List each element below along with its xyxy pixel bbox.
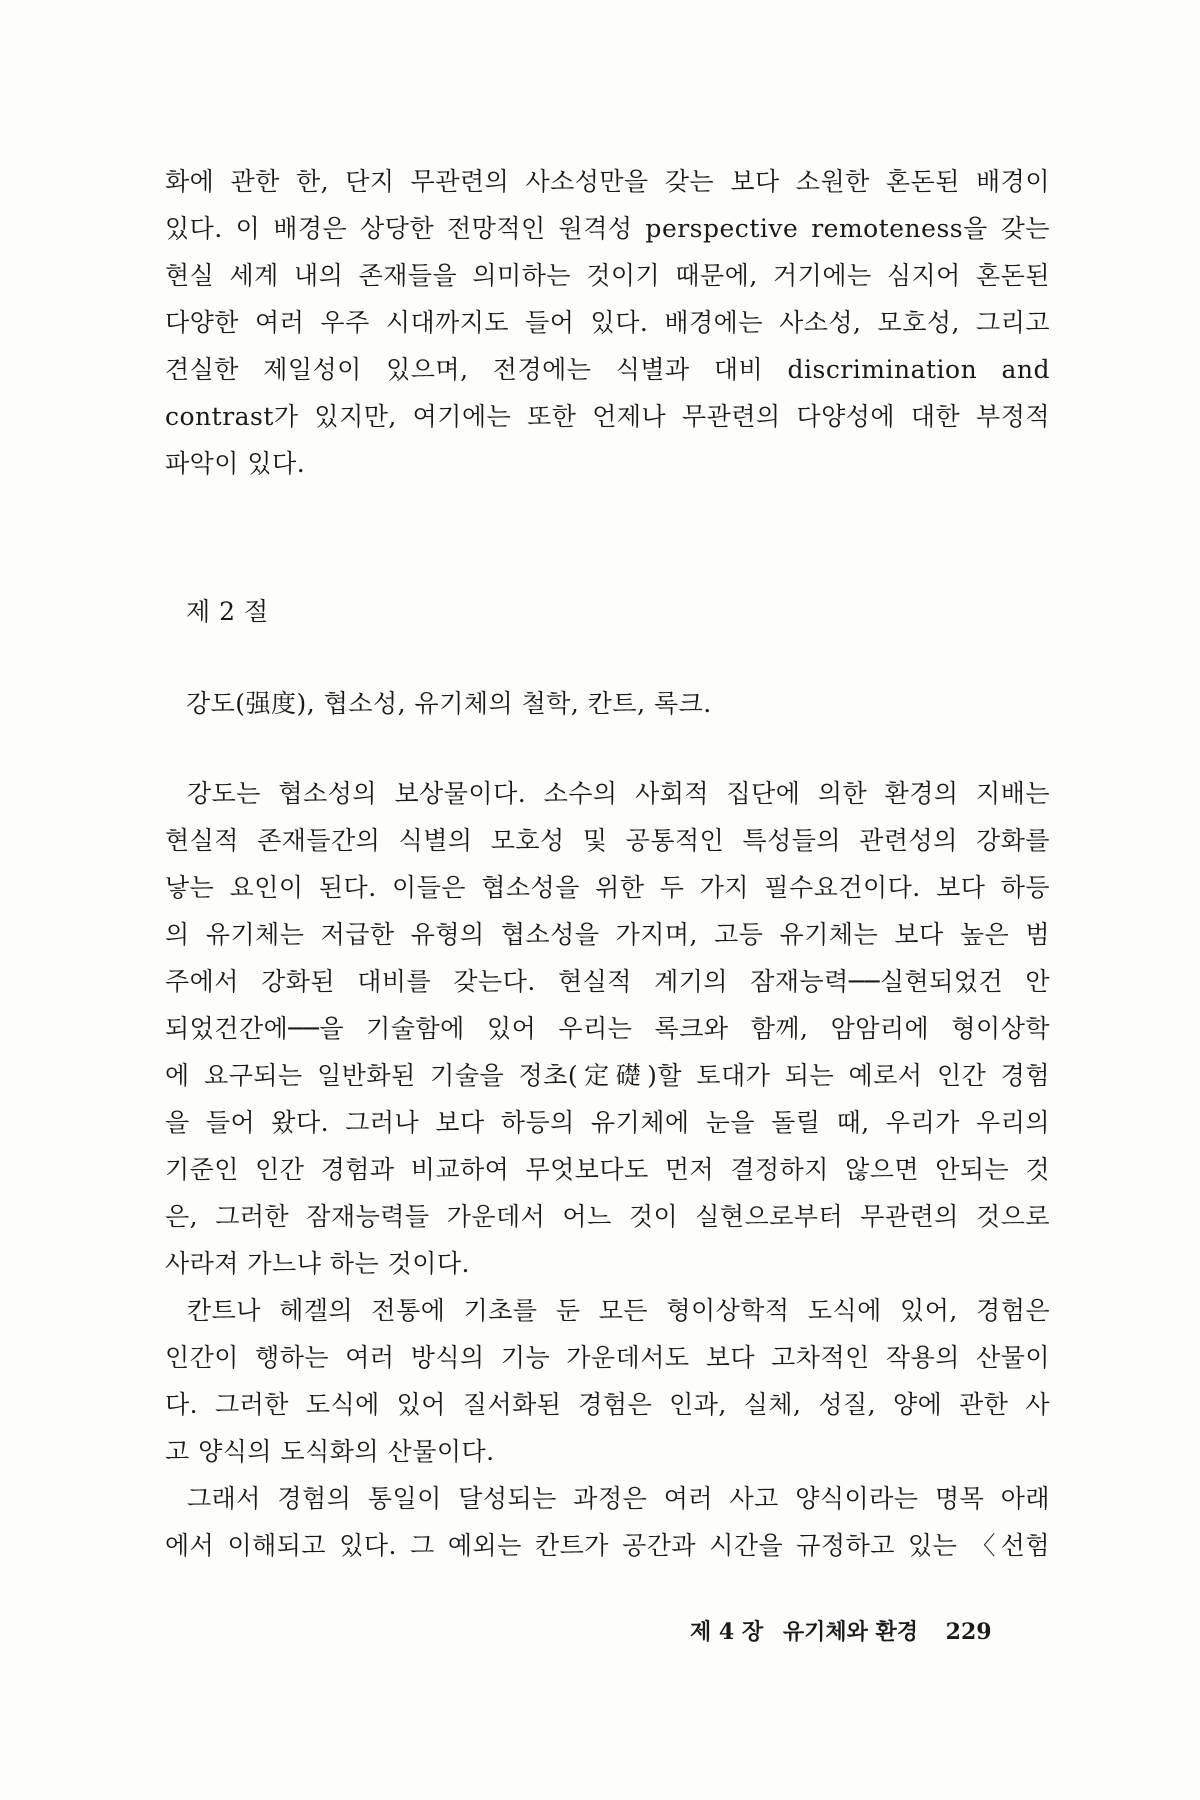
- text-line: 화에 관한 한, 단지 무관련의 사소성만을 갖는 보다 소원한 혼돈된 배경이: [165, 167, 1050, 196]
- text-line: 인간이 행하는 여러 방식의 기능 가운데서도 보다 고차적인 작용의 산물이: [165, 1343, 1050, 1372]
- section-subtitle: 강도(强度), 협소성, 유기체의 철학, 칸트, 록크.: [186, 689, 712, 718]
- text-line: 되었건간에──을 기술함에 있어 우리는 록크와 함께, 암암리에 형이상학: [165, 1014, 1050, 1043]
- text-line: 을 들어 왔다. 그러나 보다 하등의 유기체에 눈을 돌릴 때, 우리가 우리의: [165, 1108, 1050, 1137]
- text-line: 에서 이해되고 있다. 그 예외는 칸트가 공간과 시간을 규정하고 있는 〈선험: [165, 1531, 1050, 1560]
- text-line: 현실 세계 내의 존재들을 의미하는 것이기 때문에, 거기에는 심지어 혼돈된: [165, 261, 1050, 290]
- text-line: 낳는 요인이 된다. 이들은 협소성을 위한 두 가지 필수요건이다. 보다 하등: [165, 873, 1050, 902]
- text-line: 은, 그러한 잠재능력들 가운데서 어느 것이 실현으로부터 무관련의 것으로: [165, 1202, 1050, 1231]
- footer-chapter-title: 유기체와 환경: [782, 1619, 918, 1645]
- footer-chapter: 제 4 장: [690, 1619, 764, 1645]
- page-number: 229: [945, 1619, 992, 1645]
- text-line: 다. 그러한 도식에 있어 질서화된 경험은 인과, 실체, 성질, 양에 관한 사: [165, 1390, 1050, 1419]
- text-line: 에 요구되는 일반화된 기술을 정초(定礎)할 토대가 되는 예로서 인간 경험: [165, 1061, 1050, 1090]
- section-body: [165, 770, 1050, 1569]
- text-line: 의 유기체는 저급한 유형의 협소성을 가지며, 고등 유기체는 보다 높은 범: [165, 920, 1050, 949]
- text-line: 기준인 인간 경험과 비교하여 무엇보다도 먼저 결정하지 않으면 안되는 것: [165, 1155, 1050, 1184]
- text-line: 현실적 존재들간의 식별의 모호성 및 공통적인 특성들의 관련성의 강화를: [165, 826, 1050, 855]
- text-line: 견실한 제일성이 있으며, 전경에는 식별과 대비 discrimination and: [165, 355, 1050, 384]
- text-line: 있다. 이 배경은 상당한 전망적인 원격성 perspective remoteness을 갖는: [165, 214, 1050, 243]
- text-line: 그래서 경험의 통일이 달성되는 과정은 여러 사고 양식이라는 명목 아래: [187, 1484, 1050, 1513]
- paragraph-intro: [165, 158, 1050, 487]
- text-line: 사라져 가느냐 하는 것이다.: [165, 1249, 470, 1278]
- text-line: contrast가 있지만, 여기에는 또한 언제나 무관련의 다양성에 대한 부정적: [165, 402, 1050, 431]
- text-line: 칸트나 헤겔의 전통에 기초를 둔 모든 형이상학적 도식에 있어, 경험은: [187, 1296, 1050, 1325]
- text-line: 파악이 있다.: [165, 449, 306, 478]
- section-heading: 제 2 절: [186, 597, 269, 626]
- text-line: 고 양식의 도식화의 산물이다.: [165, 1437, 495, 1466]
- page-footer: [690, 1612, 992, 1652]
- text-line: 다양한 여러 우주 시대까지도 들어 있다. 배경에는 사소성, 모호성, 그리고: [165, 308, 1050, 337]
- text-line: 강도는 협소성의 보상물이다. 소수의 사회적 집단에 의한 환경의 지배는: [187, 779, 1050, 808]
- text-line: 주에서 강화된 대비를 갖는다. 현실적 계기의 잠재능력──실현되었건 안: [165, 967, 1050, 996]
